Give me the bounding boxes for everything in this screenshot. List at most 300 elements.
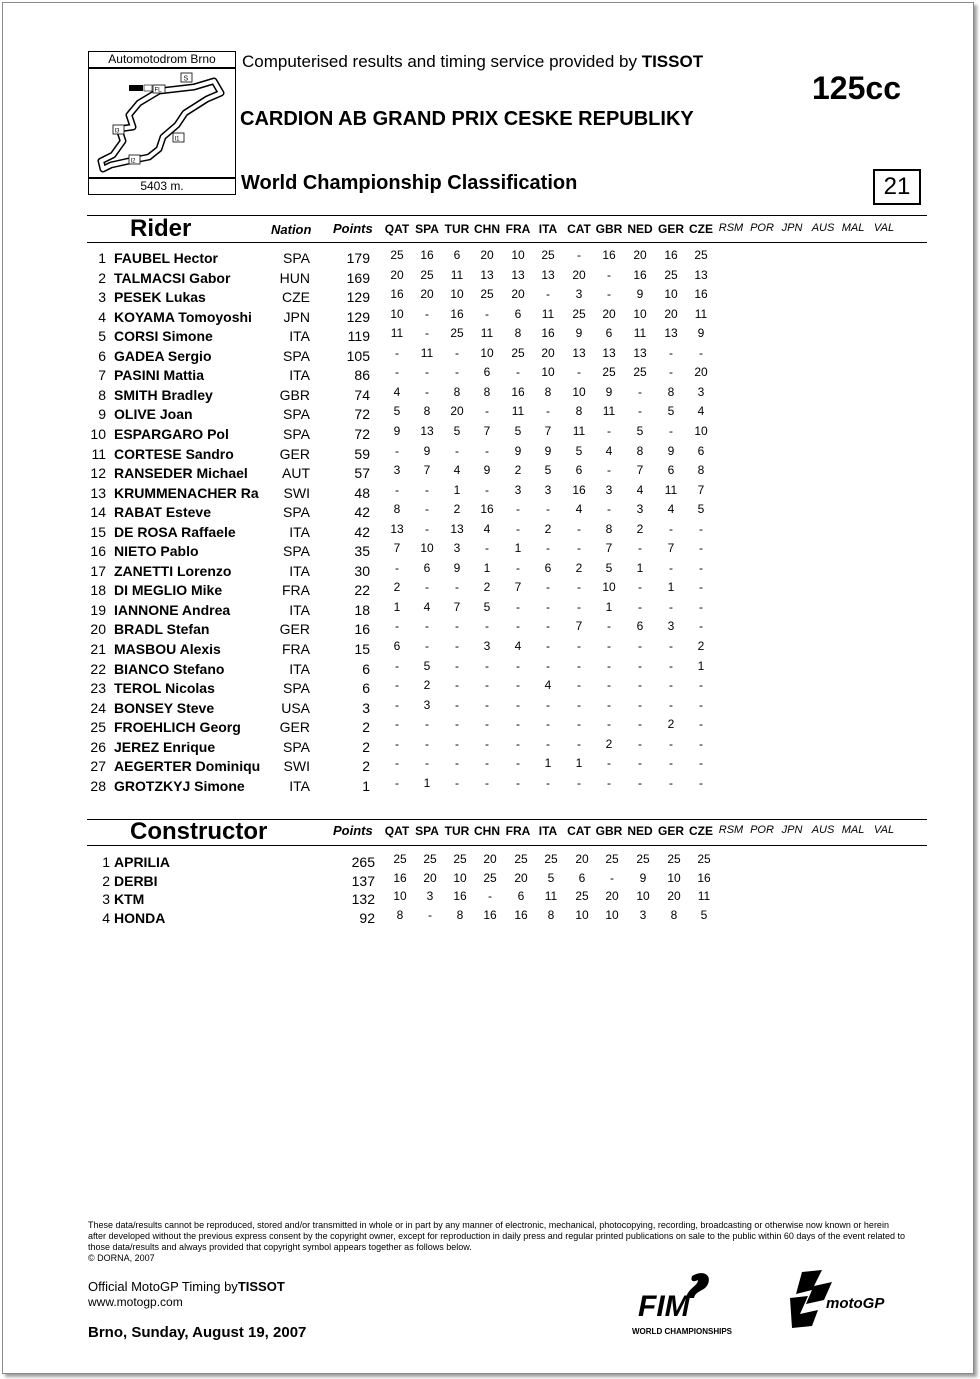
- rider-nation: ITA: [289, 328, 310, 345]
- rider-race-result: 6: [544, 560, 552, 575]
- rider-race-result: -: [638, 717, 642, 732]
- rider-race-result: 7: [697, 482, 705, 497]
- rider-race-result: 10: [511, 248, 525, 262]
- rider-position: 5: [98, 328, 106, 345]
- rider-row: [0, 599, 980, 621]
- rider-race-header: GER: [657, 222, 684, 236]
- rider-nation: SWI: [283, 484, 310, 501]
- rider-race-result: 7: [544, 423, 552, 438]
- constructor-race-result: 8: [547, 907, 555, 922]
- rider-points: 105: [346, 347, 370, 364]
- rider-race-result: 5: [423, 658, 431, 673]
- constructor-race-result: 25: [483, 870, 497, 885]
- rider-race-result: 6: [667, 463, 675, 478]
- rider-race-result: 8: [697, 463, 705, 478]
- rider-race-result: -: [455, 756, 459, 771]
- constructor-race-result: 10: [605, 907, 619, 922]
- rider-nation: GER: [279, 621, 310, 638]
- constructor-race-result: 16: [453, 889, 467, 904]
- rider-row: [0, 582, 980, 601]
- rider-race-result: -: [669, 736, 673, 751]
- rider-race-result: -: [485, 541, 489, 556]
- constructor-race-result: 25: [697, 852, 711, 866]
- rider-points: 57: [354, 465, 370, 482]
- rider-race-result: -: [669, 756, 673, 771]
- rider-race-result: 20: [694, 365, 708, 380]
- rider-race-result: 10: [572, 384, 586, 399]
- rider-race-result: 7: [667, 541, 675, 556]
- rider-header-top-line: [87, 215, 927, 216]
- rider-row: [0, 697, 980, 719]
- rider-race-result: -: [516, 756, 520, 771]
- constructor-race-result: 11: [544, 889, 558, 904]
- rider-name: PESEK Lukas: [114, 289, 206, 306]
- rider-race-result: 2: [697, 639, 705, 653]
- rider-race-result: 6: [605, 326, 613, 341]
- rider-race-result: -: [546, 599, 550, 614]
- rider-race-result: 9: [575, 326, 583, 341]
- rider-race-header: FRA: [505, 222, 531, 236]
- rider-name: RABAT Esteve: [114, 504, 211, 521]
- rider-points: 42: [354, 504, 370, 521]
- constructor-race-result: 10: [636, 889, 650, 904]
- rider-race-result: -: [607, 619, 611, 634]
- rider-name: DI MEGLIO Mike: [114, 582, 223, 599]
- rider-race-result: 13: [572, 345, 586, 360]
- rider-row: [0, 306, 980, 328]
- rider-race-result: 1: [544, 756, 552, 771]
- constructor-position: 2: [102, 872, 110, 889]
- rider-position: 4: [98, 308, 106, 325]
- rider-name: BONSEY Steve: [114, 699, 215, 716]
- rider-race-result: 6: [393, 639, 401, 653]
- constructor-header: Constructor: [130, 818, 268, 845]
- rider-race-result: -: [485, 619, 489, 634]
- rider-race-result: 6: [575, 463, 583, 478]
- rider-race-result: 3: [697, 384, 705, 399]
- rider-name: GADEA Sergio: [114, 347, 212, 364]
- constructor-position: 1: [102, 854, 110, 870]
- rider-race-result: 4: [393, 384, 401, 399]
- constructor-position: 3: [102, 891, 110, 908]
- constructor-points: 265: [351, 854, 375, 870]
- svg-text:I2: I2: [130, 158, 136, 165]
- rider-race-result: 6: [697, 443, 705, 458]
- rider-race-result: 11: [572, 423, 586, 438]
- rider-nation: AUT: [282, 465, 310, 482]
- rider-race-result: 2: [423, 678, 431, 693]
- rider-race-result: -: [485, 717, 489, 732]
- rider-race-result: -: [699, 756, 703, 771]
- rider-race-result: 3: [393, 463, 401, 478]
- rider-race-result: 9: [423, 443, 431, 458]
- rider-name: JEREZ Enrique: [114, 738, 216, 755]
- rider-race-result: 5: [393, 404, 401, 419]
- rider-position: 6: [98, 347, 106, 364]
- rider-race-result: 1: [423, 775, 431, 790]
- rider-race-result: -: [607, 756, 611, 771]
- constructor-future-race-header: JPN: [781, 824, 803, 836]
- rider-race-result: 4: [514, 639, 522, 653]
- constructor-race-result: 3: [426, 889, 434, 904]
- rider-race-result: 13: [511, 267, 525, 282]
- rider-race-result: -: [699, 717, 703, 732]
- rider-race-result: -: [395, 717, 399, 732]
- rider-points: 74: [354, 386, 370, 403]
- constructor-race-result: 10: [575, 907, 589, 922]
- classification-title: World Championship Classification: [241, 172, 578, 194]
- rider-race-result: 8: [575, 404, 583, 419]
- rider-row: [0, 560, 980, 582]
- rider-points: 2: [362, 758, 370, 775]
- constructor-race-header: CAT: [567, 824, 591, 838]
- rider-race-result: 16: [541, 326, 555, 341]
- rider-name: PASINI Mattia: [114, 367, 204, 384]
- rider-race-result: 20: [633, 248, 647, 262]
- constructor-race-header: GBR: [595, 824, 623, 838]
- rider-race-result: 9: [636, 287, 644, 302]
- rider-race-result: 8: [423, 404, 431, 419]
- rider-name: FAUBEL Hector: [114, 250, 218, 266]
- constructor-race-result: 25: [423, 852, 437, 866]
- rider-nation: ITA: [289, 660, 310, 677]
- rider-race-result: 2: [483, 580, 491, 595]
- rider-row: [0, 423, 980, 445]
- rider-race-result: -: [669, 365, 673, 380]
- rider-race-result: -: [638, 404, 642, 419]
- rider-race-result: 16: [480, 502, 494, 517]
- rider-nation: SPA: [283, 347, 310, 364]
- rider-nation: GER: [279, 445, 310, 462]
- rider-race-result: -: [455, 658, 459, 673]
- rider-race-result: -: [607, 423, 611, 438]
- rider-name: BIANCO Stefano: [114, 660, 225, 677]
- rider-points: 18: [354, 601, 370, 618]
- constructor-race-result: 3: [639, 907, 647, 922]
- rider-race-result: 2: [514, 463, 522, 478]
- rider-race-result: 16: [664, 248, 678, 262]
- constructor-race-result: 8: [456, 907, 464, 922]
- rider-race-result: -: [638, 736, 642, 751]
- rider-race-result: -: [455, 619, 459, 634]
- rider-position: 3: [98, 289, 106, 306]
- rider-race-result: 25: [511, 345, 525, 360]
- rider-race-result: -: [699, 521, 703, 536]
- constructor-race-result: 25: [575, 889, 589, 904]
- rider-nation: CZE: [282, 289, 310, 306]
- rider-race-result: -: [425, 384, 429, 399]
- rider-race-result: -: [577, 365, 581, 380]
- rider-race-result: 16: [633, 267, 647, 282]
- rider-race-result: 3: [667, 619, 675, 634]
- constructor-race-result: 25: [544, 852, 558, 866]
- rider-race-result: 3: [605, 482, 613, 497]
- rider-race-result: 6: [483, 365, 491, 380]
- rider-race-result: 20: [664, 306, 678, 321]
- rider-race-result: -: [485, 736, 489, 751]
- rider-race-result: 4: [667, 502, 675, 517]
- rider-race-result: -: [485, 775, 489, 790]
- rider-name: DE ROSA Raffaele: [114, 523, 236, 540]
- rider-race-result: 11: [450, 267, 464, 282]
- svg-text:FIM: FIM: [638, 1290, 690, 1323]
- rider-race-result: 9: [453, 560, 461, 575]
- rider-race-result: -: [516, 678, 520, 693]
- rider-race-result: 5: [483, 599, 491, 614]
- rider-header: Rider: [130, 215, 192, 242]
- rider-race-result: -: [516, 599, 520, 614]
- rider-race-result: -: [577, 639, 581, 653]
- rider-race-result: -: [485, 678, 489, 693]
- rider-nation: ITA: [289, 367, 310, 384]
- fim-logo-icon: [632, 1268, 752, 1338]
- rider-race-result: -: [669, 678, 673, 693]
- rider-race-header: GBR: [595, 222, 623, 236]
- rider-race-result: -: [577, 717, 581, 732]
- rider-race-result: 13: [450, 521, 464, 536]
- rider-race-result: 10: [694, 423, 708, 438]
- rider-race-result: 25: [633, 365, 647, 380]
- rider-row: [0, 504, 980, 523]
- rider-points: 2: [362, 738, 370, 755]
- rider-race-result: 7: [514, 580, 522, 595]
- rider-row: [0, 658, 980, 680]
- rider-race-result: 2: [667, 717, 675, 732]
- rider-race-result: -: [699, 580, 703, 595]
- rider-race-result: 2: [636, 521, 644, 536]
- constructor-points: 137: [351, 872, 375, 889]
- rider-race-result: 1: [483, 560, 491, 575]
- rider-points: 59: [354, 445, 370, 462]
- constructor-race-result: 9: [639, 870, 647, 885]
- rider-race-result: 4: [575, 502, 583, 517]
- rider-race-result: 20: [511, 287, 525, 302]
- rider-race-result: -: [669, 775, 673, 790]
- rider-row: [0, 543, 980, 562]
- rider-race-result: 13: [541, 267, 555, 282]
- rider-race-result: 13: [602, 345, 616, 360]
- rider-row: [0, 384, 980, 406]
- rider-points: 2: [362, 719, 370, 736]
- rider-race-result: -: [546, 658, 550, 673]
- rider-position: 25: [90, 719, 106, 736]
- rider-race-result: 3: [483, 639, 491, 653]
- rider-race-result: 4: [483, 521, 491, 536]
- rider-race-result: 4: [636, 482, 644, 497]
- rider-row: [0, 482, 980, 504]
- rider-race-result: 7: [605, 541, 613, 556]
- rider-race-result: -: [395, 443, 399, 458]
- rider-race-result: 10: [633, 306, 647, 321]
- rider-points: 42: [354, 523, 370, 540]
- rider-race-result: -: [607, 463, 611, 478]
- rider-row: [0, 719, 980, 738]
- nation-header: Nation: [271, 222, 312, 237]
- rider-nation: HUN: [279, 269, 310, 286]
- rider-race-result: -: [425, 306, 429, 321]
- rider-race-result: -: [425, 756, 429, 771]
- rider-race-result: 25: [602, 365, 616, 380]
- points-header: Points: [333, 221, 373, 236]
- rider-race-result: -: [395, 560, 399, 575]
- rider-race-result: 11: [602, 404, 616, 419]
- rider-nation: SPA: [283, 738, 310, 755]
- constructor-race-header: TUR: [444, 824, 470, 838]
- rider-row: [0, 345, 980, 367]
- rider-name: GROTZKYJ Simone: [114, 777, 245, 794]
- rider-race-result: -: [638, 599, 642, 614]
- rider-race-result: 5: [697, 502, 705, 517]
- rider-race-result: -: [425, 736, 429, 751]
- rider-race-result: -: [546, 619, 550, 634]
- rider-points: 86: [354, 367, 370, 384]
- rider-race-result: -: [699, 541, 703, 556]
- rider-race-result: 20: [541, 345, 555, 360]
- rider-race-result: 16: [420, 248, 434, 262]
- rider-nation: SPA: [283, 504, 310, 521]
- rider-race-result: 25: [694, 248, 708, 262]
- rider-race-result: -: [395, 365, 399, 380]
- rider-race-result: 8: [667, 384, 675, 399]
- rider-race-result: 11: [420, 345, 434, 360]
- rider-race-result: -: [699, 736, 703, 751]
- rider-race-result: -: [485, 482, 489, 497]
- rider-race-result: 20: [602, 306, 616, 321]
- rider-race-result: -: [395, 775, 399, 790]
- rider-race-result: 16: [390, 287, 404, 302]
- rider-race-result: 11: [633, 326, 647, 341]
- rider-row: [0, 328, 980, 347]
- rider-name: SMITH Bradley: [114, 386, 213, 403]
- constructor-points: 132: [351, 891, 375, 908]
- rider-points: 6: [362, 680, 370, 697]
- constructor-race-header: CHN: [474, 824, 500, 838]
- circuit-map: [88, 68, 236, 178]
- rider-name: ESPARGARO Pol: [114, 425, 229, 442]
- rider-race-result: 2: [575, 560, 583, 575]
- rider-future-race-header: RSM: [718, 222, 744, 234]
- copyright: © DORNA, 2007: [88, 1253, 155, 1263]
- rider-race-result: 2: [393, 580, 401, 595]
- rider-race-result: -: [516, 502, 520, 517]
- rider-race-result: -: [638, 639, 642, 653]
- constructor-race-result: 10: [667, 870, 681, 885]
- rider-header-bottom-line: [87, 242, 927, 243]
- rider-race-result: 25: [541, 248, 555, 262]
- rider-nation: ITA: [289, 562, 310, 579]
- rider-name: CORSI Simone: [114, 328, 213, 345]
- rider-race-result: 25: [664, 267, 678, 282]
- rider-position: 16: [90, 543, 106, 560]
- constructor-points-header: Points: [333, 823, 373, 838]
- rider-name: CORTESE Sandro: [114, 445, 234, 462]
- svg-text:motoGP: motoGP: [826, 1295, 885, 1312]
- rider-name: KRUMMENACHER Ra: [114, 484, 259, 501]
- rider-position: 22: [90, 660, 106, 677]
- circuit-name: Automotodrom Brno: [88, 51, 236, 68]
- rider-race-result: -: [577, 541, 581, 556]
- rider-position: 9: [98, 406, 106, 423]
- rider-race-result: 8: [393, 502, 401, 517]
- rider-race-result: -: [455, 697, 459, 712]
- rider-points: 129: [346, 308, 370, 325]
- rider-race-result: 25: [572, 306, 586, 321]
- rider-race-result: -: [395, 658, 399, 673]
- rider-race-result: -: [546, 775, 550, 790]
- rider-race-result: 8: [605, 521, 613, 536]
- rider-race-result: 6: [514, 306, 522, 321]
- rider-race-result: 5: [636, 423, 644, 438]
- rider-position: 8: [98, 386, 106, 403]
- rider-nation: FRA: [282, 582, 310, 599]
- constructor-race-result: 8: [670, 907, 678, 922]
- rider-race-result: 9: [544, 443, 552, 458]
- rider-race-result: 16: [450, 306, 464, 321]
- rider-race-result: 7: [453, 599, 461, 614]
- rider-race-result: -: [455, 678, 459, 693]
- rider-race-result: 11: [541, 306, 555, 321]
- rider-race-result: -: [607, 775, 611, 790]
- constructor-race-result: 6: [578, 870, 586, 885]
- rider-race-result: -: [546, 717, 550, 732]
- grand-prix-title: CARDION AB GRAND PRIX CESKE REPUBLIKY: [240, 108, 694, 130]
- rider-race-result: 10: [541, 365, 555, 380]
- rider-name: ZANETTI Lorenzo: [114, 562, 232, 579]
- rider-position: 18: [90, 582, 106, 599]
- rider-race-result: -: [546, 580, 550, 595]
- rider-race-result: -: [669, 345, 673, 360]
- rider-race-result: 1: [575, 756, 583, 771]
- rider-race-result: -: [425, 717, 429, 732]
- rider-race-result: -: [638, 756, 642, 771]
- rider-name: TALMACSI Gabor: [114, 269, 231, 286]
- svg-text:S: S: [183, 75, 189, 83]
- rider-points: 30: [354, 562, 370, 579]
- rider-race-result: 11: [664, 482, 678, 497]
- rider-race-result: 4: [544, 678, 552, 693]
- rider-points: 1: [362, 777, 370, 794]
- rider-race-result: 25: [420, 267, 434, 282]
- official-timing: [88, 1279, 285, 1294]
- rider-race-result: -: [669, 599, 673, 614]
- rider-race-result: -: [638, 697, 642, 712]
- rider-points: 169: [346, 269, 370, 286]
- rider-race-result: -: [607, 287, 611, 302]
- constructor-race-result: 20: [423, 870, 437, 885]
- rider-name: BRADL Stefan: [114, 621, 210, 638]
- rider-race-result: 11: [390, 326, 404, 341]
- rider-race-result: -: [607, 639, 611, 653]
- rider-race-result: 7: [393, 541, 401, 556]
- rider-position: 21: [90, 641, 106, 657]
- website-link[interactable]: www.motogp.com: [88, 1295, 183, 1309]
- constructor-points: 92: [359, 909, 375, 926]
- rider-race-result: 8: [453, 384, 461, 399]
- rider-name: KOYAMA Tomoyoshi: [114, 308, 252, 325]
- rider-race-result: -: [638, 658, 642, 673]
- rider-race-result: -: [699, 697, 703, 712]
- rider-race-result: 9: [483, 463, 491, 478]
- rider-race-result: 16: [572, 482, 586, 497]
- rider-row: [0, 289, 980, 308]
- constructor-race-result: 25: [453, 852, 467, 866]
- rider-race-result: 4: [697, 404, 705, 419]
- event-date: Brno, Sunday, August 19, 2007: [88, 1324, 307, 1341]
- rider-position: 11: [91, 445, 106, 462]
- rider-race-result: -: [669, 423, 673, 438]
- rider-points: 119: [347, 328, 370, 345]
- rider-row: [0, 465, 980, 484]
